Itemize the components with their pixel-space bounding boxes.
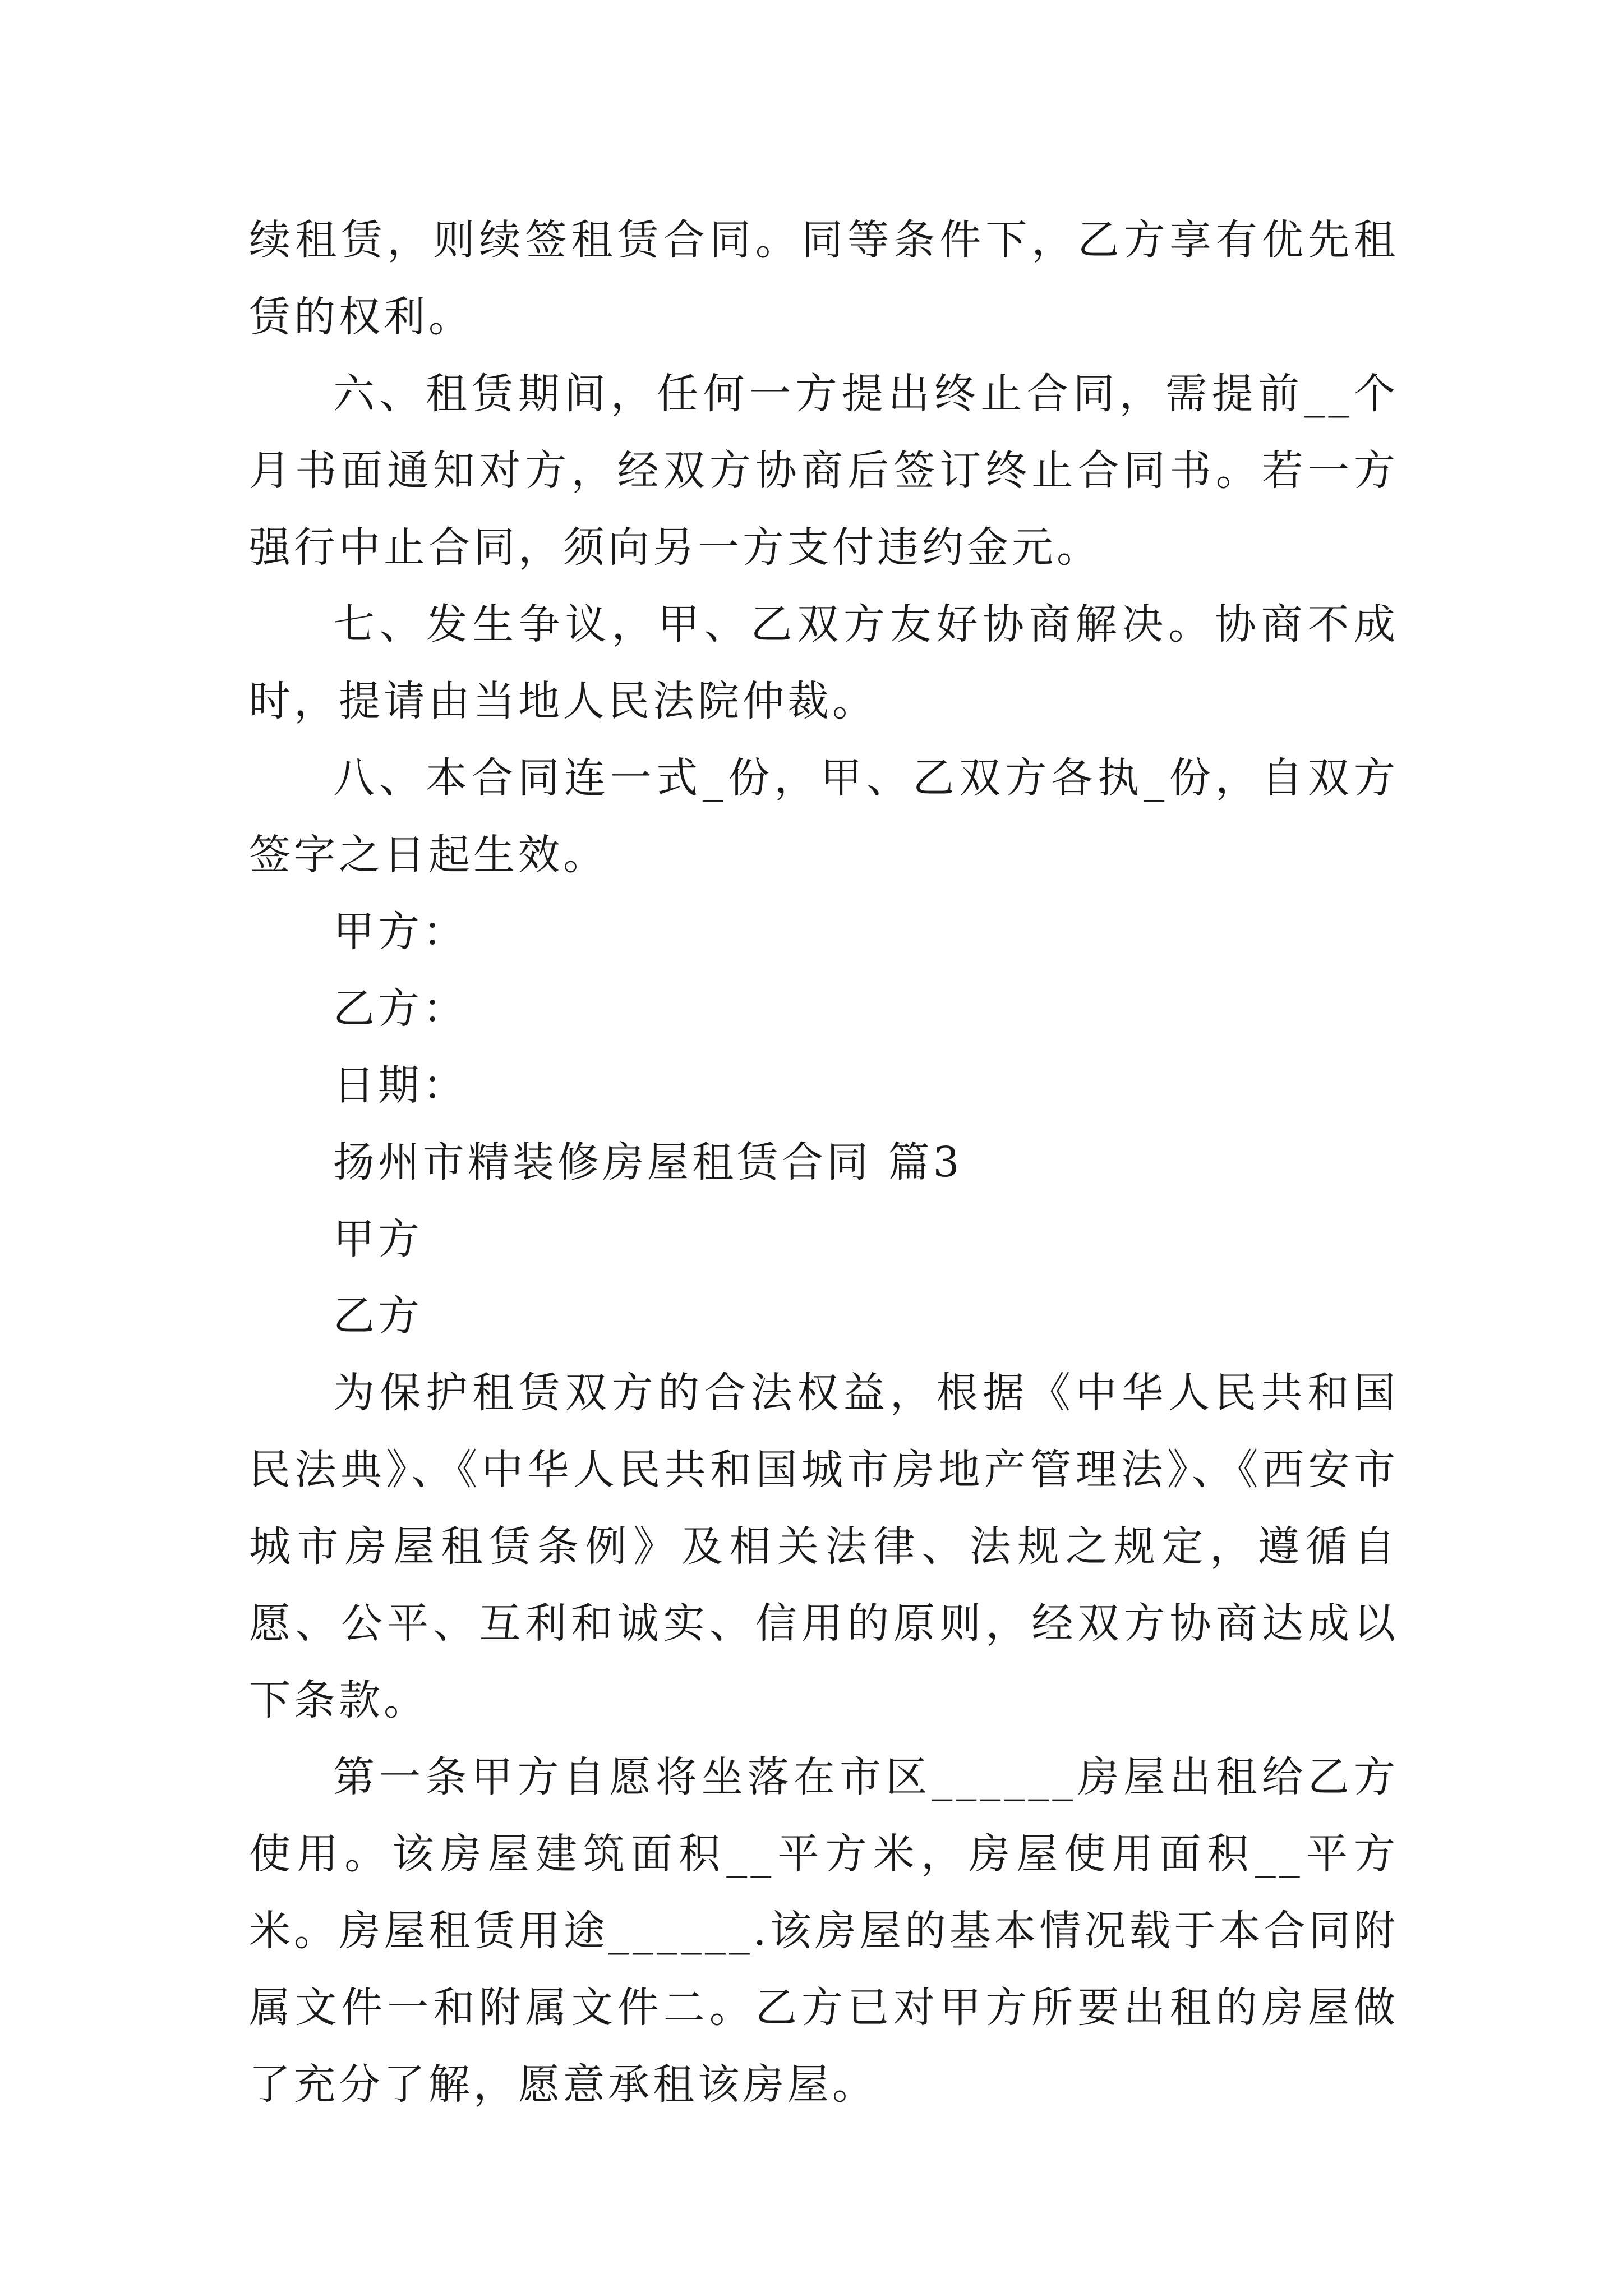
paragraph-clause-7: 七、发生争议，甲、乙双方友好协商解决。协商不成时，提请由当地人民法院仲裁。 — [249, 600, 1399, 725]
paragraph-clause-6: 六、租赁期间，任何一方提出终止合同，需提前__个月书面通知对方，经双方协商后签订终止合同书。若一方强行中止合同，须向另一方支付违约金元。 — [249, 370, 1399, 572]
signature-party-b: 乙方： — [333, 984, 468, 1033]
document-body — [249, 202, 1399, 2123]
party-a-label: 甲方 — [333, 1215, 423, 1263]
paragraph-clause-8: 八、本合同连一式_份，甲、乙双方各执_份，自双方签字之日起生效。 — [249, 754, 1399, 879]
party-b-label: 乙方 — [333, 1292, 423, 1340]
section-title: 扬州市精装修房屋租赁合同 篇3 — [333, 1138, 963, 1186]
paragraph-continuation: 续租赁，则续签租赁合同。同等条件下，乙方享有优先租赁的权利。 — [249, 216, 1399, 341]
paragraph-article-1: 第一条甲方自愿将坐落在市区______房屋出租给乙方使用。该房屋建筑面积__平方米，房屋使用面积__平方米。房屋租赁用途______.该房屋的基本情况载于本合同附属文件一和附属文件二。乙方已对甲方所要出租的房屋做了充分了解，愿意承租该房屋。 — [249, 1753, 1399, 2109]
paragraph-preamble: 为保护租赁双方的合法权益，根据《中华人民共和国民法典》、《中华人民共和国城市房地产管理法》、《西安市城市房屋租赁条例》及相关法律、法规之规定，遵循自愿、公平、互利和诚实、信用的原则，经双方协商达成以下条款。 — [249, 1369, 1399, 1724]
signature-date: 日期： — [333, 1061, 468, 1110]
signature-party-a: 甲方： — [333, 908, 468, 956]
